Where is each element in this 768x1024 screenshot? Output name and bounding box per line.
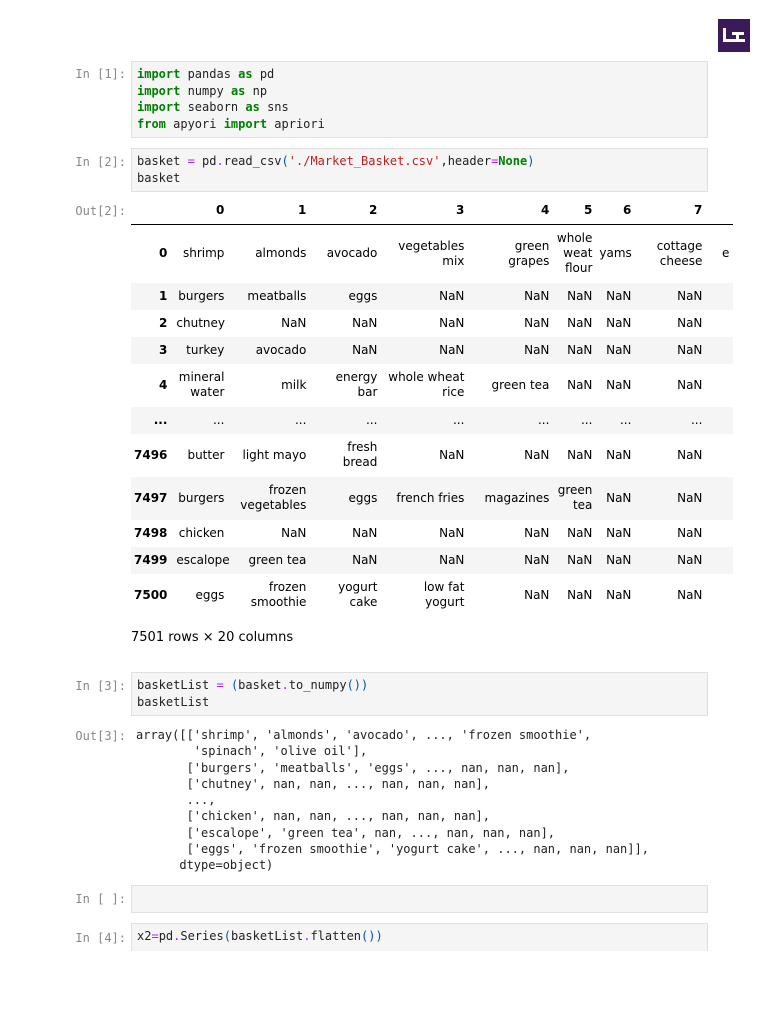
table-cell: NaN: [677, 490, 703, 505]
table-cell: NaN: [677, 525, 703, 540]
code-line: from apyori import apriori: [137, 116, 325, 131]
table-cell: chicken: [178, 525, 225, 540]
row-index: 0: [159, 246, 168, 261]
cell-2-prompt: In [2]:: [75, 155, 126, 169]
code-line: import pandas as pd: [137, 67, 275, 81]
column-header: 4: [468, 196, 553, 225]
row-index: 7498: [134, 525, 168, 540]
table-row: [131, 434, 733, 477]
table-cell: burgers: [178, 288, 225, 303]
table-cell: NaN: [439, 315, 465, 330]
table-row: [131, 225, 733, 283]
column-header: 3: [381, 196, 468, 225]
cell-4-input[interactable]: [131, 923, 708, 951]
table-cell: NaN: [677, 342, 703, 357]
table-cell: eggs: [195, 587, 225, 602]
table-cell: NaN: [677, 552, 703, 567]
table-cell: NaN: [281, 315, 307, 330]
table-cell: NaN: [439, 525, 465, 540]
table-cell: NaN: [606, 490, 632, 505]
table-cell: NaN: [524, 447, 550, 462]
row-index: 4: [159, 377, 168, 392]
index-header: [131, 196, 173, 225]
cell-4-code: x2=pd.Series(basketList.flatten()): [137, 929, 383, 943]
table-cell: NaN: [567, 552, 593, 567]
table-row: [131, 520, 733, 547]
table-cell: green tea: [248, 552, 307, 567]
table-cell: yogurt cake: [338, 580, 378, 609]
cell-2-input[interactable]: [131, 148, 708, 192]
table-cell: almonds: [255, 246, 307, 261]
table-cell: NaN: [677, 315, 703, 330]
table-cell: NaN: [606, 525, 632, 540]
table-cell: green grapes: [508, 238, 550, 268]
table-cell: NaN: [606, 288, 632, 303]
column-header: 7: [635, 196, 706, 225]
table-cell: NaN: [439, 288, 465, 303]
table-cell: meatballs: [247, 288, 307, 303]
column-header: 0: [173, 196, 228, 225]
row-index: 7500: [134, 587, 168, 602]
table-cell: avocado: [255, 342, 307, 357]
dataframe-table: [131, 196, 733, 617]
table-row: [131, 574, 733, 617]
table-row: [131, 477, 733, 520]
table-cell: NaN: [567, 587, 593, 602]
table-row: [131, 407, 733, 434]
table-cell: vegetables mix: [398, 238, 465, 268]
table-cell: NaN: [439, 447, 465, 462]
table-cell: ...: [580, 412, 593, 427]
table-cell: NaN: [606, 552, 632, 567]
table-cell: NaN: [606, 342, 632, 357]
table-cell: mineral water: [178, 370, 225, 399]
table-cell: NaN: [677, 377, 703, 392]
row-index: 2: [159, 315, 168, 330]
table-cell: fresh bread: [342, 440, 378, 469]
table-cell: milk: [281, 377, 307, 392]
table-cell: [706, 283, 733, 310]
row-index: ...: [153, 412, 168, 427]
table-cell: whole weat flour: [556, 231, 593, 276]
table-cell: NaN: [524, 288, 550, 303]
cell-2-output-prompt: Out[2]:: [75, 204, 126, 218]
table-cell: NaN: [567, 288, 593, 303]
table-cell: energy bar: [335, 370, 378, 399]
table-cell: [706, 434, 733, 477]
dataframe-shape: 7501 rows × 20 columns: [131, 630, 294, 645]
table-cell: shrimp: [182, 246, 225, 261]
table-cell: green tea: [557, 483, 593, 512]
table-cell: [706, 477, 733, 520]
table-cell: ...: [365, 412, 378, 427]
table-cell: NaN: [567, 447, 593, 462]
table-cell: ...: [619, 412, 632, 427]
table-cell: [706, 520, 733, 547]
table-cell: e: [722, 246, 730, 261]
dataframe-output: [131, 196, 730, 612]
row-index: 1: [159, 288, 168, 303]
table-row: [131, 310, 733, 337]
table-cell: ...: [537, 412, 550, 427]
table-cell: ...: [294, 412, 307, 427]
table-row: [131, 547, 733, 574]
table-cell: NaN: [352, 552, 378, 567]
table-cell: NaN: [606, 587, 632, 602]
table-cell: NaN: [281, 525, 307, 540]
jupyter-logo-icon[interactable]: [718, 19, 750, 52]
table-cell: NaN: [352, 525, 378, 540]
cell-1-prompt: In [1]:: [75, 67, 126, 81]
table-cell: NaN: [439, 342, 465, 357]
table-cell: NaN: [606, 315, 632, 330]
table-cell: [706, 364, 733, 407]
cell-4-prompt: In [4]:: [75, 931, 126, 945]
table-cell: [706, 574, 733, 617]
table-cell: NaN: [524, 342, 550, 357]
cell-3-output-prompt: Out[3]:: [75, 729, 126, 743]
code-line: import seaborn as sns: [137, 100, 289, 114]
table-cell: [706, 310, 733, 337]
code-line: import numpy as np: [137, 83, 268, 98]
table-cell: frozen vegetables: [240, 483, 307, 512]
table-cell: NaN: [439, 552, 465, 567]
table-cell: NaN: [677, 447, 703, 462]
table-cell: whole wheat rice: [388, 370, 465, 399]
row-index: 7496: [134, 447, 168, 462]
table-cell: NaN: [606, 447, 632, 462]
table-cell: NaN: [524, 552, 550, 567]
table-cell: NaN: [567, 315, 593, 330]
table-cell: chutney: [176, 315, 226, 330]
cell-2-code: basket = pd.read_csv('./Market_Basket.csv',header=None) basket: [137, 154, 535, 185]
empty-cell-input[interactable]: [131, 885, 708, 913]
column-header: 5: [553, 196, 596, 225]
cell-3-input[interactable]: [131, 672, 708, 716]
table-cell: eggs: [348, 288, 378, 303]
column-header: [706, 196, 733, 225]
table-row: [131, 283, 733, 310]
table-cell: NaN: [524, 315, 550, 330]
table-cell: NaN: [567, 525, 593, 540]
table-cell: light mayo: [242, 447, 307, 462]
cell-3-code: basketList = (basket.to_numpy()) basketList: [137, 678, 369, 709]
table-cell: [706, 407, 733, 434]
column-header: 2: [310, 196, 381, 225]
table-cell: ...: [212, 412, 225, 427]
table-cell: burgers: [178, 490, 225, 505]
cell-3-prompt: In [3]:: [75, 679, 126, 693]
row-index: 7497: [134, 490, 168, 505]
row-index: 7499: [134, 552, 168, 567]
column-header: 1: [228, 196, 310, 225]
table-cell: [706, 337, 733, 364]
table-cell: eggs: [348, 490, 378, 505]
table-cell: avocado: [326, 246, 378, 261]
table-cell: NaN: [567, 377, 593, 392]
column-header: 6: [596, 196, 635, 225]
empty-cell-prompt: In [ ]:: [75, 892, 126, 906]
table-cell: ...: [452, 412, 465, 427]
table-cell: low fat yogurt: [423, 580, 465, 609]
table-cell: butter: [187, 447, 225, 462]
cell-3-output: array([['shrimp', 'almonds', 'avocado', ..., 'frozen smoothie', 'spinach', 'olive oil'], ['burgers', 'meatballs', 'eggs', ..., nan, nan, nan], ['chutney', nan, nan, ..., nan, nan, nan], ..., ['chicken', nan, nan, ..., nan, nan, nan], ['escalope', 'green tea', nan, ..., nan, nan, nan], ['eggs', 'frozen smoothie', 'yogurt cake', ..., nan, nan, nan]], dtype=object): [136, 728, 649, 873]
table-cell: green tea: [491, 377, 550, 392]
table-cell: yams: [599, 246, 632, 261]
table-cell: NaN: [524, 525, 550, 540]
table-cell: magazines: [484, 490, 550, 505]
dataframe-header-row: [131, 196, 733, 225]
table-cell: NaN: [567, 342, 593, 357]
table-cell: french fries: [396, 490, 465, 505]
table-cell: escalope: [176, 552, 230, 567]
table-cell: NaN: [677, 587, 703, 602]
table-cell: ...: [690, 412, 703, 427]
table-cell: NaN: [524, 587, 550, 602]
table-cell: cottage cheese: [656, 238, 703, 268]
table-cell: turkey: [186, 342, 225, 357]
table-cell: frozen smoothie: [250, 580, 307, 609]
row-index: 3: [159, 342, 168, 357]
cell-1-code: [132, 62, 707, 136]
table-row: [131, 337, 733, 364]
table-cell: NaN: [352, 342, 378, 357]
cell-1-input[interactable]: [131, 61, 708, 138]
table-cell: NaN: [606, 377, 632, 392]
table-cell: NaN: [352, 315, 378, 330]
table-row: [131, 364, 733, 407]
table-cell: NaN: [677, 288, 703, 303]
table-cell: [706, 547, 733, 574]
